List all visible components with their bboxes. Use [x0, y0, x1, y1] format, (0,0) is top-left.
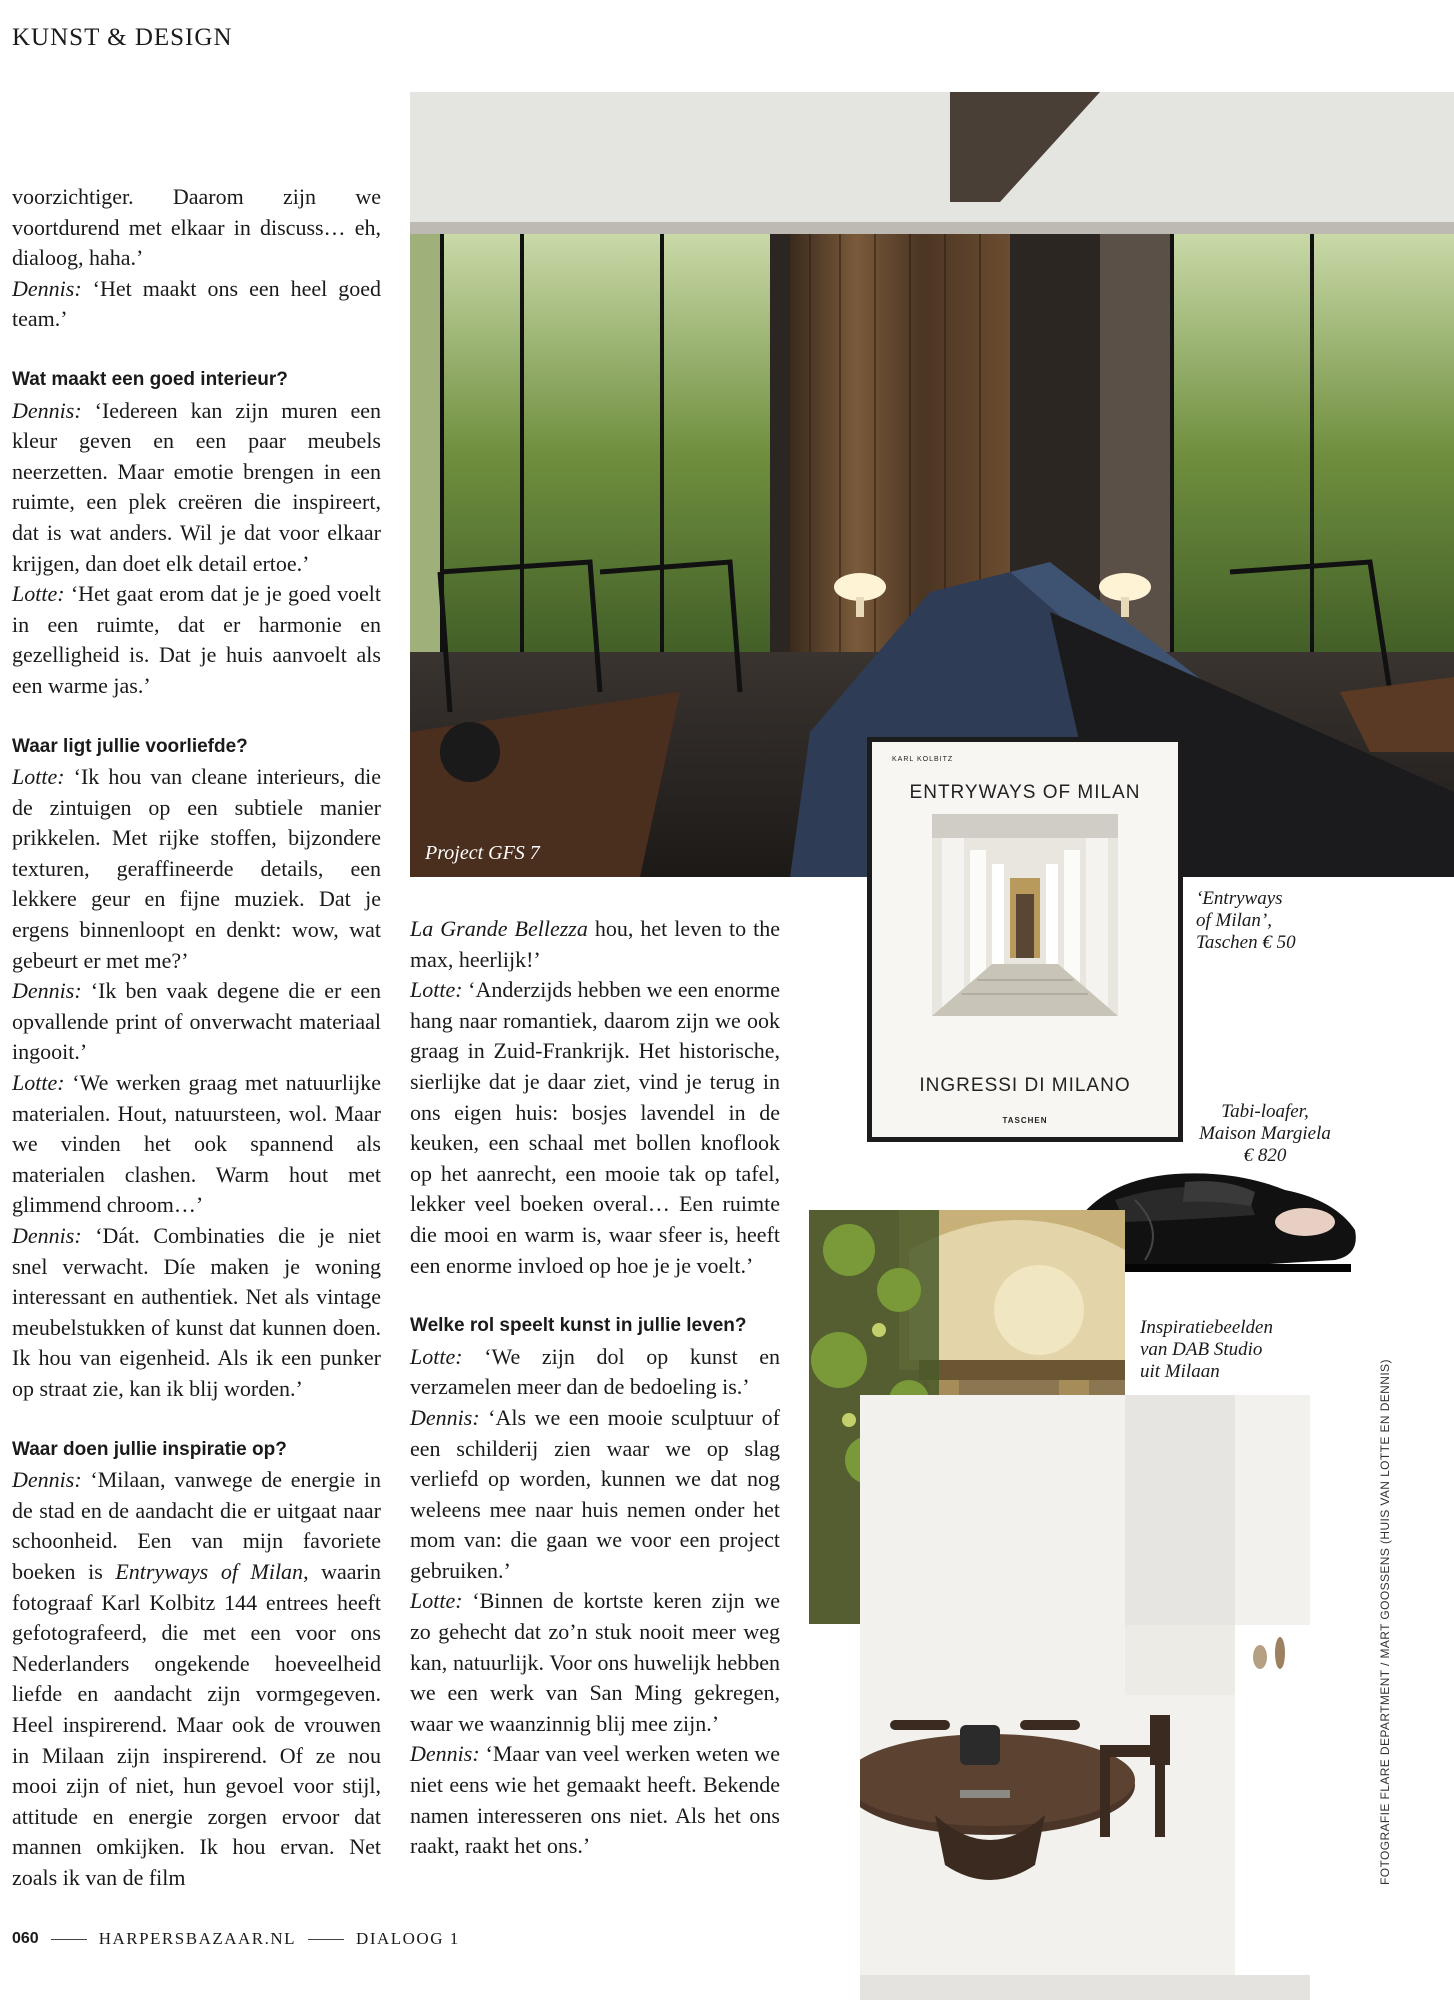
body-text: ‘Milaan, vanwege de energie in de stad en de aandacht die er uitgaat naar schoonheid. Een van mijn favoriete boeken is	[12, 1467, 381, 1584]
book-cover	[872, 742, 1178, 1137]
book-publisher: TASCHEN	[1002, 1116, 1048, 1125]
interview-paragraph	[12, 976, 381, 1068]
main-photo-caption: Project GFS 7	[425, 842, 540, 864]
italic-text: La Grande Bellezza	[410, 916, 588, 941]
interview-paragraph	[410, 1403, 780, 1587]
interview-paragraph	[12, 182, 381, 274]
interview-paragraph	[12, 1465, 381, 1893]
interview-question: Wat maakt een goed interieur?	[12, 368, 288, 390]
section-title: KUNST & DESIGN	[12, 24, 233, 51]
body-text: ‘Ik hou van cleane interieurs, die de zintuigen op een subtiele manier prikkelen. Met rijke stoffen, bijzondere texturen, geraffineerde details, een lekkere geur en fijne muziek. Dat je ergens binnenloopt en denkt: wow, wat gebeurt er met me?’	[12, 764, 381, 973]
interview-question: Welke rol speelt kunst in jullie leven?	[410, 1315, 747, 1337]
body-text: ‘Iedereen kan zijn muren een kleur geven en een paar meubels neerzetten. Maar emotie brengen in een ruimte, een plek creëren die inspireert, dat is wat anders. Wil je dat voor elkaar krijgen, dan doet elk detail ertoe.’	[12, 397, 381, 576]
body-text: ‘Maar van veel werken weten we niet eens wie het gemaakt heeft. Bekende namen interesseren ons niet. Als het ons raakt, raakt het ons.’	[410, 1741, 780, 1859]
italic-text: Dennis:	[410, 1404, 480, 1430]
interview-paragraph	[12, 274, 381, 335]
photo-credit: FOTOGRAFIE FLARE DEPARTMENT / MART GOOSSENS (HUIS VAN LOTTE EN DENNIS)	[1378, 1359, 1392, 1885]
body-text: ‘Het gaat erom dat je je goed voelt in een ruimte, dat er harmonie en gezelligheid is. Dat je huis aanvoelt als een warme jas.’	[12, 581, 381, 698]
body-text: voorzichtiger. Daarom zijn we voortdurend met elkaar in discuss… eh, dialoog, haha.’	[12, 184, 381, 271]
italic-text: Lotte:	[410, 1588, 463, 1614]
body-text: ‘We werken graag met natuurlijke materialen. Hout, natuursteen, wol. Maar we vinden het ook spannend als materialen clashen. Warm hout met glimmend chroom…’	[12, 1070, 381, 1218]
paragraph-spacer	[12, 702, 381, 732]
interview-paragraph	[12, 1221, 381, 1405]
interview-paragraph	[410, 975, 780, 1281]
interview-paragraph	[410, 1586, 780, 1739]
article-column-left	[12, 182, 381, 1893]
inspiration-caption: Inspiratiebeelden van DAB Studio uit Milaan	[1140, 1317, 1273, 1382]
body-text: ‘Het maakt ons een heel goed team.’	[12, 275, 381, 332]
book-author: KARL KOLBITZ	[892, 756, 954, 763]
page-footer	[12, 1929, 460, 1949]
italic-text: Dennis:	[12, 1467, 82, 1493]
paragraph-spacer	[12, 335, 381, 365]
body-text: hou, het leven to the max, heerlijk!’	[410, 916, 780, 972]
italic-text: Entryways of Milan	[115, 1558, 304, 1584]
italic-text: Lotte:	[12, 1070, 65, 1096]
article-column-middle	[410, 914, 780, 1862]
interview-paragraph	[12, 1068, 381, 1221]
book-cover-hallway-illustration	[932, 814, 1118, 1016]
body-text: ‘Ik ben vaak degene die er een opvallende print of onverwacht materiaal ingooit.’	[12, 978, 381, 1065]
body-text: , waarin fotograaf Karl Kolbitz 144 entrees heeft gefotografeerd, die met een voor ons Nederlanders ongekende hoeveelheid liefde en aandacht zijn vormgegeven. Heel inspirerend. Maar ook de vrouwen in Milaan zijn inspirerend. Of ze nou mooi zijn of niet, hun gevoel voor stijl, attitude en energie zorgen ervoor dat mannen omkijken. Ik hou ervan. Net zoals ik van de film	[12, 1558, 381, 1890]
italic-text: Dennis:	[12, 275, 82, 301]
interview-paragraph	[12, 762, 381, 976]
interview-paragraph	[410, 914, 780, 975]
italic-text: Dennis:	[12, 1223, 82, 1248]
footer-site: HARPERSBAZAAR.NL	[98, 1929, 297, 1948]
italic-text: Lotte:	[12, 581, 65, 607]
interview-question: Waar doen jullie inspiratie op?	[12, 1438, 287, 1460]
italic-text: Dennis:	[410, 1741, 480, 1767]
paragraph-spacer	[410, 1281, 780, 1311]
footer-divider	[308, 1939, 344, 1940]
book-subtitle: INGRESSI DI MILANO	[919, 1075, 1131, 1096]
interview-paragraph	[410, 1739, 780, 1861]
body-text: ‘Als we een mooie sculptuur of een schilderij zien waar we op slag verliefd op worden, kunnen we dat nog weleens mee naar huis nemen onder het mom van: die gaan we voor een project gebruiken.’	[410, 1404, 780, 1583]
body-text: ‘We zijn dol op kunst en verzamelen meer dan de bedoeling is.’	[410, 1343, 780, 1400]
body-text: ‘Anderzijds hebben we een enorme hang naar romantiek, daarom zijn we ook graag in Zuid-Frankrijk. Het historische, sierlijke dat je daar ziet, vind je terug in ons eigen huis: bosjes lavendel in de keuken, een schaal met bollen knoflook op het aanrecht, een mooie tak op tafel, lekker veel boeken overal… Een ruimte die mooi en warm is, waar sfeer is, heeft een enorme invloed op hoe je je voelt.’	[410, 977, 780, 1278]
italic-text: Lotte:	[410, 1343, 463, 1369]
interview-paragraph	[12, 579, 381, 701]
dab-studio-table-photo	[860, 1395, 1310, 2000]
italic-text: Lotte:	[12, 764, 65, 790]
page-number: 060	[12, 1930, 39, 1947]
italic-text: Dennis:	[12, 397, 82, 423]
interview-paragraph	[410, 1342, 780, 1403]
body-text: ‘Dát. Combinaties die je niet snel verwacht. Díe maken je woning interessant en authentiek. Net als vintage meubelstukken of kunst dat kunnen doen. Ik hou van eigenheid. Als ik een punker op straat zie, kan ik blij worden.’	[12, 1223, 381, 1401]
book-caption: ‘Entryways of Milan’, Taschen € 50	[1196, 888, 1296, 953]
interview-paragraph	[12, 396, 381, 580]
body-text: ‘Binnen de kortste keren zijn we zo gehecht dat zo’n stuk nooit meer weg kan, natuurlijk. Voor ons huwelijk hebben we een werk van San Ming gekregen, waar we waanzinnig blij mee zijn.’	[410, 1588, 780, 1736]
book-title: ENTRYWAYS OF MILAN	[909, 782, 1141, 803]
paragraph-spacer	[12, 1405, 381, 1435]
interview-question: Waar ligt jullie voorliefde?	[12, 735, 248, 757]
italic-text: Lotte:	[410, 977, 463, 1003]
footer-issue: DIALOOG 1	[356, 1929, 460, 1948]
shoe-caption: Tabi-loafer, Maison Margiela € 820	[1199, 1101, 1331, 1166]
italic-text: Dennis:	[12, 978, 82, 1004]
footer-divider	[51, 1939, 87, 1940]
